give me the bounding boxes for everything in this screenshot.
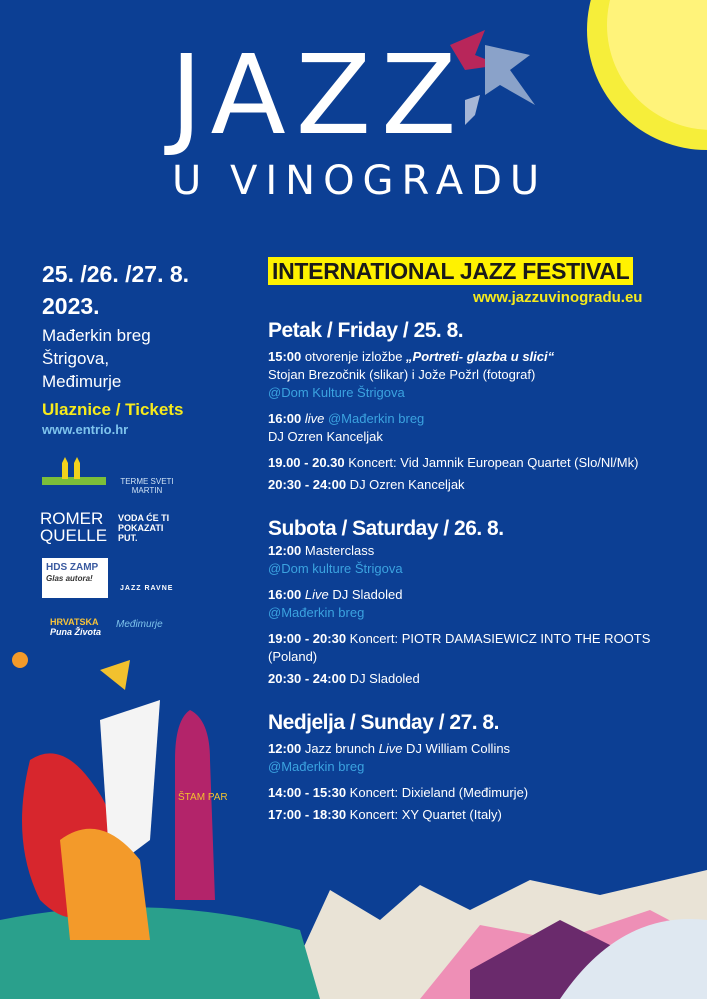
event: 19.00 - 20.30 Koncert: Vid Jamnik European Quartet (Slo/Nl/Mk) (268, 455, 639, 470)
tickets-link[interactable]: www.entrio.hr (42, 422, 129, 437)
venue-line: Štrigova, (42, 349, 110, 368)
event: 16:00 live @Mađerkin breg DJ Ozren Kanceljak (268, 411, 425, 444)
website-link[interactable]: www.jazzuvinogradu.eu (473, 289, 643, 306)
event: 19:00 - 20:30 Koncert: PIOTR DAMASIEWICZ INTO THE ROOTS (Poland) (268, 631, 651, 664)
romerquelle-slogan: VODA ĆE TI POKAZATI PUT. (118, 513, 170, 543)
dates-line: 25. /26. /27. 8. (42, 261, 190, 287)
day-heading: Subota / Saturday / 26. 8. (268, 517, 504, 540)
event: 14:00 - 15:30 Koncert: Dixieland (Međimurje) (268, 785, 529, 800)
hrvatska-slogan: Puna Života (50, 627, 102, 637)
medimurje-logo: Međimurje (116, 619, 163, 630)
romerquelle-logo: ROMER QUELLE (40, 509, 108, 545)
day-heading: Petak / Friday / 25. 8. (268, 319, 464, 342)
event: 16:00 Live DJ Sladoled @Mađerkin breg (268, 587, 403, 620)
day-friday (268, 318, 698, 494)
title-jazz: JAZZ (170, 31, 467, 159)
event: 17:00 - 18:30 Koncert: XY Quartet (Italy) (268, 807, 502, 822)
event: 15:00 otvorenje izložbe „Portreti- glazba u slici“ Stojan Brezočnik (slikar) i Jože Požrl (fotograf) @Dom Kulture Štrigova (268, 349, 555, 400)
venue-line: Međimurje (42, 372, 122, 391)
festival-banner: INTERNATIONAL JAZZ FESTIVAL (268, 257, 633, 285)
event: 20:30 - 24:00 DJ Sladoled (268, 671, 420, 686)
title-subtitle: U VINOGRADU (172, 158, 548, 204)
event: 12:00 Jazz brunch Live DJ William Collins @Mađerkin breg (268, 741, 511, 774)
event: 20:30 - 24:00 DJ Ozren Kanceljak (268, 477, 465, 492)
sun-illustration (537, 0, 707, 150)
tickets-label: Ulaznice / Tickets (42, 400, 184, 419)
location-link: @Dom Kulture Štrigova (268, 385, 405, 400)
venue (42, 324, 151, 393)
bottle-label: ŠTAM PAR (178, 792, 228, 803)
festival-dates (42, 258, 189, 322)
year: 2023. (42, 293, 100, 319)
day-heading: Nedjelja / Sunday / 27. 8. (268, 711, 499, 734)
event: 12:00 Masterclass @Dom kulture Štrigova (268, 543, 403, 576)
terme-logo: TERME SVETI MARTIN (120, 477, 174, 495)
hrvatska-name: HRVATSKA (50, 617, 99, 627)
hds-slogan: Glas autora! (46, 574, 93, 583)
venue-line: Mađerkin breg (42, 326, 151, 345)
jazz-ravne-logo: JAZZ RAVNE (120, 585, 174, 592)
hrvatska-logo (50, 617, 101, 637)
musicians-landscape-illustration (0, 640, 707, 999)
strigova-logo (42, 457, 106, 487)
hds-name: HDS ZAMP (46, 562, 99, 573)
hds-zamp-logo (42, 558, 108, 598)
